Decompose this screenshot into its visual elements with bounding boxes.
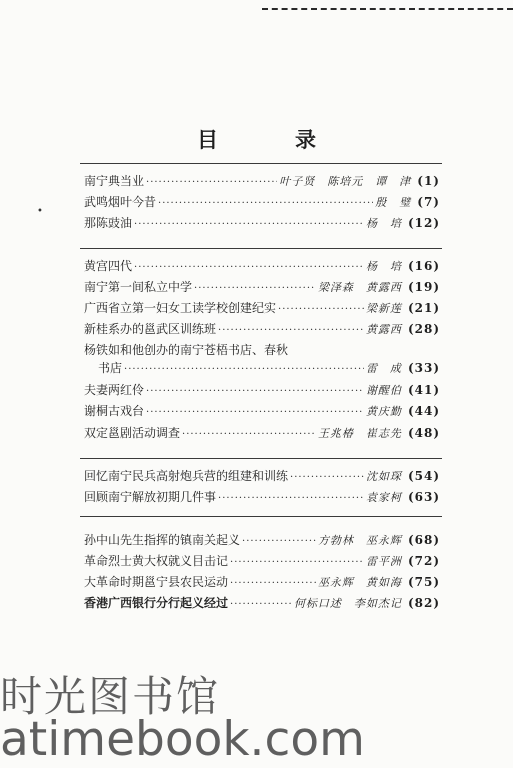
entry-title: 南宁典当业 <box>84 174 145 188</box>
toc-entry[interactable] <box>84 257 440 275</box>
dot-leader <box>290 469 364 487</box>
watermark-url: atimebook.com <box>0 712 365 767</box>
entry-author: 袁家柯 <box>365 491 402 504</box>
entry-author: 叶子贤 陈培元 谭 津 <box>279 175 412 188</box>
entry-page: (68) <box>407 533 440 547</box>
dot-leader <box>182 426 316 444</box>
entry-author: 沈如琛 <box>365 470 402 483</box>
entry-page: (28) <box>407 322 440 336</box>
entry-title: 武鸣烟叶今昔 <box>84 195 157 209</box>
toc-entry[interactable] <box>84 488 440 506</box>
entry-author: 杨 培 <box>365 260 402 273</box>
section-rule <box>80 458 442 459</box>
dot-leader <box>146 404 364 422</box>
dot-leader <box>242 533 316 551</box>
page-title: 目 录 <box>197 127 344 152</box>
toc-entry[interactable] <box>84 214 440 232</box>
entry-title: 杨铁如和他创办的南宁苍梧书店、春秋 <box>84 343 289 357</box>
entry-page: (72) <box>407 554 440 568</box>
entry-title: 谢桐古戏台 <box>84 404 145 418</box>
entry-page: (54) <box>407 469 440 483</box>
entry-page: (7) <box>417 195 440 209</box>
entry-author: 谢醒伯 <box>365 384 402 397</box>
entry-author: 巫永辉 黄如海 <box>317 576 402 589</box>
dot-leader <box>194 280 316 298</box>
entry-title: 广西省立第一妇女工读学校创建纪实 <box>84 301 277 315</box>
section-rule <box>80 516 442 517</box>
dot-leader <box>230 575 316 593</box>
entry-author: 雷平洲 <box>365 555 402 568</box>
dot-leader <box>134 216 364 234</box>
entry-author: 梁泽森 黄露西 <box>317 281 402 294</box>
entry-title: 香港广西银行分行起义经过 <box>84 596 229 610</box>
entry-author: 梁新莲 <box>365 302 402 315</box>
entry-page: (75) <box>407 575 440 589</box>
entry-title: 双定邕剧活动调查 <box>84 426 181 440</box>
toc-entry[interactable] <box>84 172 440 190</box>
entry-page: (16) <box>407 259 440 273</box>
entry-author: 黄露西 <box>365 323 402 336</box>
dot-leader <box>146 383 364 401</box>
entry-page: (82) <box>407 596 440 610</box>
entry-author: 方勃林 巫永辉 <box>317 534 402 547</box>
toc-entry-continuation[interactable] <box>98 359 440 377</box>
toc-entry[interactable] <box>84 573 440 591</box>
dot-leader <box>124 361 364 379</box>
entry-title: 南宁第一间私立中学 <box>84 280 193 294</box>
entry-author: 杨 培 <box>365 217 402 230</box>
entry-title: 回顾南宁解放初期几件事 <box>84 490 217 504</box>
toc-entry[interactable] <box>84 278 440 296</box>
dot-leader <box>230 554 364 572</box>
entry-page: (12) <box>407 216 440 230</box>
toc-entry[interactable] <box>84 381 440 399</box>
toc-entry[interactable] <box>84 467 440 485</box>
entry-title: 革命烈士黄大权就义目击记 <box>84 554 229 568</box>
entry-title: 孙中山先生指挥的镇南关起义 <box>84 533 241 547</box>
entry-author: 雷 成 <box>365 362 402 375</box>
toc-entry[interactable] <box>84 531 440 549</box>
entry-page: (63) <box>407 490 440 504</box>
dot-leader <box>146 174 277 192</box>
entry-author: 殷 璧 <box>375 196 412 209</box>
entry-page: (1) <box>417 174 440 188</box>
dot-leader <box>218 322 364 340</box>
toc-entry[interactable] <box>84 299 440 317</box>
entry-title: 大革命时期邕宁县农民运动 <box>84 575 229 589</box>
dot-leader <box>158 195 373 213</box>
entry-page: (41) <box>407 383 440 397</box>
entry-title: 新桂系办的邕武区训练班 <box>84 322 217 336</box>
toc-entry[interactable] <box>84 552 440 570</box>
dot-leader <box>278 301 364 319</box>
section-rule <box>80 163 442 164</box>
entry-author: 何标口述 李如杰记 <box>293 597 402 610</box>
toc-entry[interactable] <box>84 594 440 612</box>
dot-leader <box>134 259 364 277</box>
entry-page: (33) <box>407 361 440 375</box>
toc-entry[interactable] <box>84 424 440 442</box>
toc-entry[interactable] <box>84 320 440 338</box>
dot-leader <box>218 490 364 508</box>
entry-title-continuation: 书店 <box>98 361 123 375</box>
entry-page: (21) <box>407 301 440 315</box>
entry-title: 回忆南宁民兵高射炮兵营的组建和训练 <box>84 469 289 483</box>
entry-page: (19) <box>407 280 440 294</box>
toc-entry-first-line[interactable] <box>84 341 440 359</box>
margin-mark: • <box>37 206 43 217</box>
entry-title: 夫妻两红伶 <box>84 383 145 397</box>
top-dashed-border <box>262 8 513 10</box>
entry-title: 那陈豉油 <box>84 216 133 230</box>
toc-entry[interactable] <box>84 402 440 420</box>
dot-leader <box>230 596 292 614</box>
section-rule <box>80 248 442 249</box>
entry-author: 王兆椿 崔志先 <box>317 427 402 440</box>
watermark-chinese: 时光图书馆 <box>0 672 221 721</box>
entry-page: (44) <box>407 404 440 418</box>
entry-page: (48) <box>407 426 440 440</box>
entry-title: 黄宫四代 <box>84 259 133 273</box>
toc-entry[interactable] <box>84 193 440 211</box>
entry-author: 黄庆勤 <box>365 405 402 418</box>
